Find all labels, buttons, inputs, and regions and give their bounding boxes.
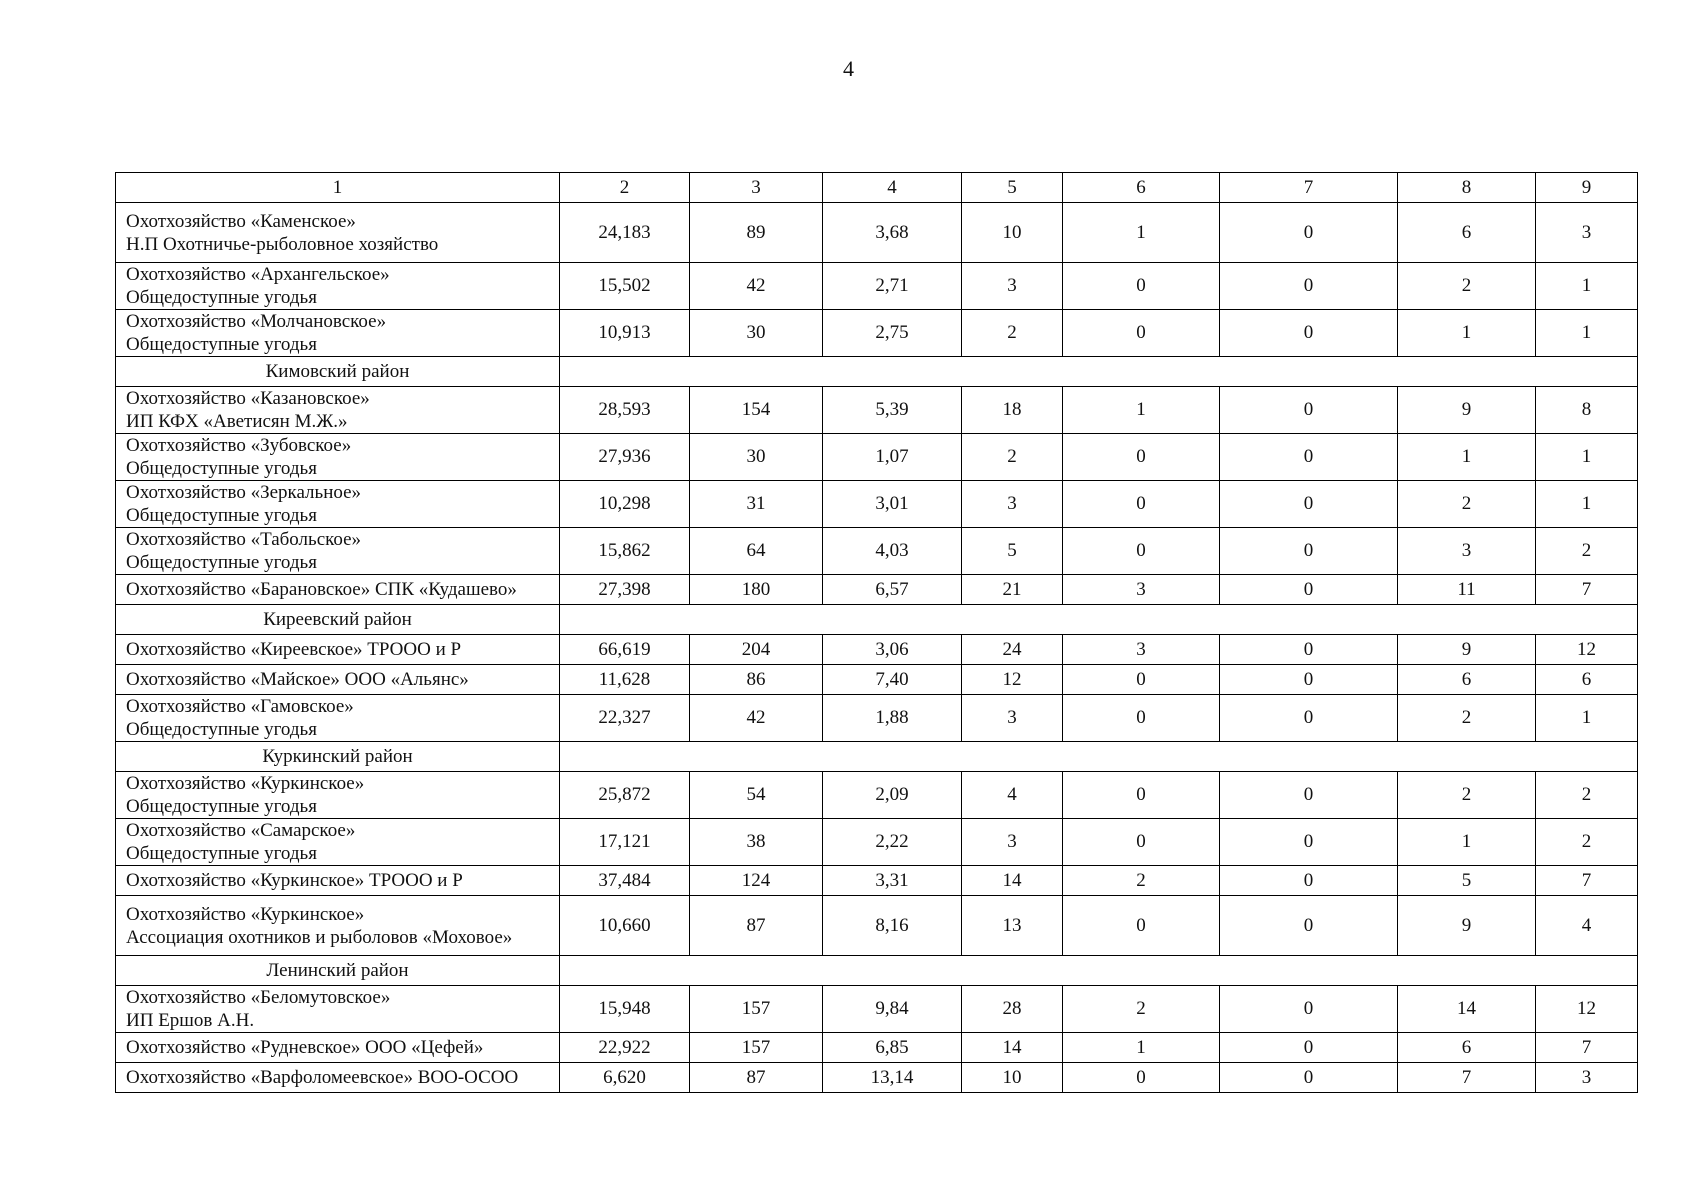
value-cell: 3,31 — [823, 866, 962, 896]
value-cell: 10 — [962, 203, 1063, 263]
value-cell: 54 — [690, 772, 823, 819]
value-cell: 2 — [1536, 772, 1638, 819]
value-cell: 1,88 — [823, 695, 962, 742]
value-cell: 24,183 — [560, 203, 690, 263]
column-header: 7 — [1220, 173, 1398, 203]
value-cell: 6 — [1398, 203, 1536, 263]
district-empty-cell — [560, 742, 1638, 772]
ground-title: Охотхозяйство «Барановское» СПК «Кудашево» — [126, 579, 517, 600]
value-cell: 9 — [1398, 635, 1536, 665]
value-cell: 14 — [962, 866, 1063, 896]
value-cell: 157 — [690, 986, 823, 1033]
ground-owner: Общедоступные угодья — [126, 287, 317, 308]
ground-title: Охотхозяйство «Табольское» — [126, 529, 362, 550]
district-row — [116, 956, 1638, 986]
value-cell: 154 — [690, 387, 823, 434]
value-cell: 31 — [690, 481, 823, 528]
value-cell: 2 — [1536, 528, 1638, 575]
value-cell: 18 — [962, 387, 1063, 434]
value-cell: 10,660 — [560, 896, 690, 956]
value-cell: 0 — [1220, 635, 1398, 665]
district-name: Ленинский район — [116, 956, 560, 986]
table-row — [116, 263, 1638, 310]
value-cell: 0 — [1220, 772, 1398, 819]
value-cell: 12 — [1536, 635, 1638, 665]
value-cell: 3,06 — [823, 635, 962, 665]
value-cell: 66,619 — [560, 635, 690, 665]
value-cell: 14 — [962, 1033, 1063, 1063]
value-cell: 1 — [1398, 819, 1536, 866]
value-cell: 1 — [1536, 310, 1638, 357]
table-row — [116, 528, 1638, 575]
value-cell: 2,71 — [823, 263, 962, 310]
ground-owner: ИП Ершов А.Н. — [126, 1010, 255, 1031]
table-row — [116, 665, 1638, 695]
value-cell: 14 — [1398, 986, 1536, 1033]
value-cell: 6 — [1398, 665, 1536, 695]
value-cell: 2 — [1398, 481, 1536, 528]
value-cell: 204 — [690, 635, 823, 665]
value-cell: 9 — [1398, 896, 1536, 956]
hunting-grounds-table — [115, 172, 1638, 1093]
ground-title: Охотхозяйство «Куркинское» — [126, 773, 365, 794]
column-header: 2 — [560, 173, 690, 203]
value-cell: 3 — [962, 263, 1063, 310]
value-cell: 7 — [1536, 575, 1638, 605]
value-cell: 12 — [962, 665, 1063, 695]
ground-title: Охотхозяйство «Архангельское» — [126, 264, 390, 285]
header-row — [116, 173, 1638, 203]
value-cell: 2 — [1536, 819, 1638, 866]
value-cell: 0 — [1063, 481, 1220, 528]
table-row — [116, 575, 1638, 605]
table-row — [116, 866, 1638, 896]
value-cell: 3 — [1536, 203, 1638, 263]
value-cell: 0 — [1220, 310, 1398, 357]
hunting-ground-name — [116, 635, 560, 665]
value-cell: 11 — [1398, 575, 1536, 605]
table-body — [116, 203, 1638, 1093]
ground-title: Охотхозяйство «Казановское» — [126, 388, 370, 409]
value-cell: 7 — [1398, 1063, 1536, 1093]
value-cell: 24 — [962, 635, 1063, 665]
ground-title: Охотхозяйство «Варфоломеевское» ВОО-ОСОО — [126, 1067, 519, 1088]
column-header: 4 — [823, 173, 962, 203]
value-cell: 2 — [1398, 772, 1536, 819]
hunting-ground-name — [116, 986, 560, 1033]
ground-owner: Общедоступные угодья — [126, 796, 317, 817]
value-cell: 2 — [1063, 866, 1220, 896]
ground-title: Охотхозяйство «Самарское» — [126, 820, 356, 841]
value-cell: 3 — [962, 819, 1063, 866]
value-cell: 10,298 — [560, 481, 690, 528]
value-cell: 0 — [1220, 575, 1398, 605]
hunting-ground-name — [116, 481, 560, 528]
value-cell: 3,01 — [823, 481, 962, 528]
column-header: 1 — [116, 173, 560, 203]
value-cell: 0 — [1063, 896, 1220, 956]
ground-title: Охотхозяйство «Рудневское» ООО «Цефей» — [126, 1037, 484, 1058]
value-cell: 1 — [1536, 695, 1638, 742]
hunting-ground-name — [116, 434, 560, 481]
ground-owner: Н.П Охотничье-рыболовное хозяйство — [126, 233, 439, 255]
value-cell: 6 — [1398, 1033, 1536, 1063]
value-cell: 1 — [1063, 1033, 1220, 1063]
value-cell: 3,68 — [823, 203, 962, 263]
value-cell: 1 — [1063, 387, 1220, 434]
value-cell: 2 — [1063, 986, 1220, 1033]
value-cell: 157 — [690, 1033, 823, 1063]
value-cell: 38 — [690, 819, 823, 866]
value-cell: 0 — [1063, 1063, 1220, 1093]
value-cell: 30 — [690, 310, 823, 357]
value-cell: 25,872 — [560, 772, 690, 819]
ground-title: Охотхозяйство «Майское» ООО «Альянс» — [126, 669, 469, 690]
table-row — [116, 387, 1638, 434]
value-cell: 0 — [1063, 665, 1220, 695]
value-cell: 1,07 — [823, 434, 962, 481]
value-cell: 0 — [1063, 695, 1220, 742]
column-header: 3 — [690, 173, 823, 203]
hunting-ground-name — [116, 665, 560, 695]
table-row — [116, 1033, 1638, 1063]
value-cell: 15,502 — [560, 263, 690, 310]
ground-title: Охотхозяйство «Каменское» — [126, 210, 356, 232]
value-cell: 0 — [1220, 866, 1398, 896]
value-cell: 0 — [1220, 434, 1398, 481]
value-cell: 4,03 — [823, 528, 962, 575]
value-cell: 6,85 — [823, 1033, 962, 1063]
value-cell: 2,09 — [823, 772, 962, 819]
district-row — [116, 357, 1638, 387]
value-cell: 3 — [1063, 575, 1220, 605]
district-empty-cell — [560, 357, 1638, 387]
hunting-ground-name — [116, 310, 560, 357]
table-row — [116, 635, 1638, 665]
value-cell: 10,913 — [560, 310, 690, 357]
ground-title: Охотхозяйство «Куркинское» ТРООО и Р — [126, 870, 463, 891]
value-cell: 7 — [1536, 866, 1638, 896]
value-cell: 1 — [1536, 481, 1638, 528]
value-cell: 42 — [690, 263, 823, 310]
district-row — [116, 742, 1638, 772]
value-cell: 4 — [1536, 896, 1638, 956]
ground-owner: Общедоступные угодья — [126, 458, 317, 479]
hunting-ground-name — [116, 866, 560, 896]
district-row — [116, 605, 1638, 635]
value-cell: 6 — [1536, 665, 1638, 695]
column-header: 5 — [962, 173, 1063, 203]
value-cell: 0 — [1063, 819, 1220, 866]
value-cell: 12 — [1536, 986, 1638, 1033]
value-cell: 0 — [1220, 819, 1398, 866]
value-cell: 8,16 — [823, 896, 962, 956]
value-cell: 180 — [690, 575, 823, 605]
hunting-ground-name — [116, 528, 560, 575]
district-name: Куркинский район — [116, 742, 560, 772]
value-cell: 0 — [1220, 481, 1398, 528]
value-cell: 30 — [690, 434, 823, 481]
value-cell: 11,628 — [560, 665, 690, 695]
value-cell: 5,39 — [823, 387, 962, 434]
value-cell: 0 — [1220, 1033, 1398, 1063]
ground-title: Охотхозяйство «Гамовское» — [126, 696, 354, 717]
table-row — [116, 1063, 1638, 1093]
table-row — [116, 986, 1638, 1033]
ground-title: Охотхозяйство «Беломутовское» — [126, 987, 391, 1008]
value-cell: 0 — [1220, 896, 1398, 956]
value-cell: 3 — [1536, 1063, 1638, 1093]
value-cell: 4 — [962, 772, 1063, 819]
value-cell: 0 — [1220, 203, 1398, 263]
value-cell: 0 — [1220, 986, 1398, 1033]
value-cell: 0 — [1063, 263, 1220, 310]
value-cell: 1 — [1536, 263, 1638, 310]
value-cell: 15,948 — [560, 986, 690, 1033]
value-cell: 0 — [1220, 387, 1398, 434]
ground-title: Охотхозяйство «Зеркальное» — [126, 482, 362, 503]
value-cell: 2 — [962, 310, 1063, 357]
value-cell: 3 — [962, 481, 1063, 528]
value-cell: 21 — [962, 575, 1063, 605]
value-cell: 7 — [1536, 1033, 1638, 1063]
value-cell: 8 — [1536, 387, 1638, 434]
hunting-ground-name — [116, 387, 560, 434]
value-cell: 2,22 — [823, 819, 962, 866]
value-cell: 28 — [962, 986, 1063, 1033]
value-cell: 2 — [1398, 695, 1536, 742]
ground-owner: Ассоциация охотников и рыболовов «Моховое» — [126, 926, 513, 948]
value-cell: 1 — [1536, 434, 1638, 481]
ground-owner: Общедоступные угодья — [126, 843, 317, 864]
value-cell: 0 — [1220, 528, 1398, 575]
table-row — [116, 819, 1638, 866]
district-name: Киреевский район — [116, 605, 560, 635]
table-row — [116, 772, 1638, 819]
ground-owner: Общедоступные угодья — [126, 505, 317, 526]
value-cell: 64 — [690, 528, 823, 575]
value-cell: 7,40 — [823, 665, 962, 695]
value-cell: 42 — [690, 695, 823, 742]
hunting-ground-name — [116, 1033, 560, 1063]
hunting-ground-name — [116, 1063, 560, 1093]
value-cell: 0 — [1220, 695, 1398, 742]
value-cell: 87 — [690, 896, 823, 956]
table-row — [116, 896, 1638, 956]
table-row — [116, 695, 1638, 742]
value-cell: 0 — [1220, 665, 1398, 695]
value-cell: 5 — [962, 528, 1063, 575]
value-cell: 3 — [962, 695, 1063, 742]
column-header: 8 — [1398, 173, 1536, 203]
column-header: 9 — [1536, 173, 1638, 203]
value-cell: 3 — [1398, 528, 1536, 575]
value-cell: 2 — [962, 434, 1063, 481]
value-cell: 1 — [1398, 310, 1536, 357]
ground-owner: Общедоступные угодья — [126, 334, 317, 355]
ground-title: Охотхозяйство «Куркинское» — [126, 903, 365, 925]
value-cell: 0 — [1063, 772, 1220, 819]
value-cell: 6,57 — [823, 575, 962, 605]
hunting-ground-name — [116, 896, 560, 956]
hunting-ground-name — [116, 263, 560, 310]
ground-title: Охотхозяйство «Молчановское» — [126, 311, 387, 332]
table-row — [116, 203, 1638, 263]
hunting-ground-name — [116, 819, 560, 866]
value-cell: 0 — [1063, 310, 1220, 357]
district-empty-cell — [560, 605, 1638, 635]
value-cell: 17,121 — [560, 819, 690, 866]
value-cell: 89 — [690, 203, 823, 263]
value-cell: 3 — [1063, 635, 1220, 665]
value-cell: 5 — [1398, 866, 1536, 896]
column-header: 6 — [1063, 173, 1220, 203]
value-cell: 87 — [690, 1063, 823, 1093]
ground-owner: ИП КФХ «Аветисян М.Ж.» — [126, 411, 348, 432]
value-cell: 13 — [962, 896, 1063, 956]
value-cell: 37,484 — [560, 866, 690, 896]
value-cell: 9,84 — [823, 986, 962, 1033]
table-row — [116, 481, 1638, 528]
value-cell: 124 — [690, 866, 823, 896]
ground-owner: Общедоступные угодья — [126, 552, 317, 573]
value-cell: 2,75 — [823, 310, 962, 357]
district-name: Кимовский район — [116, 357, 560, 387]
value-cell: 0 — [1063, 528, 1220, 575]
value-cell: 15,862 — [560, 528, 690, 575]
value-cell: 27,398 — [560, 575, 690, 605]
value-cell: 22,327 — [560, 695, 690, 742]
ground-title: Охотхозяйство «Зубовское» — [126, 435, 352, 456]
ground-owner: Общедоступные угодья — [126, 719, 317, 740]
table-row — [116, 310, 1638, 357]
value-cell: 2 — [1398, 263, 1536, 310]
value-cell: 86 — [690, 665, 823, 695]
hunting-ground-name — [116, 575, 560, 605]
hunting-ground-name — [116, 772, 560, 819]
value-cell: 0 — [1220, 263, 1398, 310]
value-cell: 1 — [1063, 203, 1220, 263]
value-cell: 9 — [1398, 387, 1536, 434]
value-cell: 10 — [962, 1063, 1063, 1093]
value-cell: 28,593 — [560, 387, 690, 434]
district-empty-cell — [560, 956, 1638, 986]
page-number: 4 — [843, 56, 854, 81]
value-cell: 13,14 — [823, 1063, 962, 1093]
value-cell: 1 — [1398, 434, 1536, 481]
value-cell: 27,936 — [560, 434, 690, 481]
table-row — [116, 434, 1638, 481]
value-cell: 0 — [1063, 434, 1220, 481]
value-cell: 6,620 — [560, 1063, 690, 1093]
ground-title: Охотхозяйство «Киреевское» ТРООО и Р — [126, 639, 462, 660]
value-cell: 22,922 — [560, 1033, 690, 1063]
value-cell: 0 — [1220, 1063, 1398, 1093]
hunting-ground-name — [116, 203, 560, 263]
hunting-ground-name — [116, 695, 560, 742]
